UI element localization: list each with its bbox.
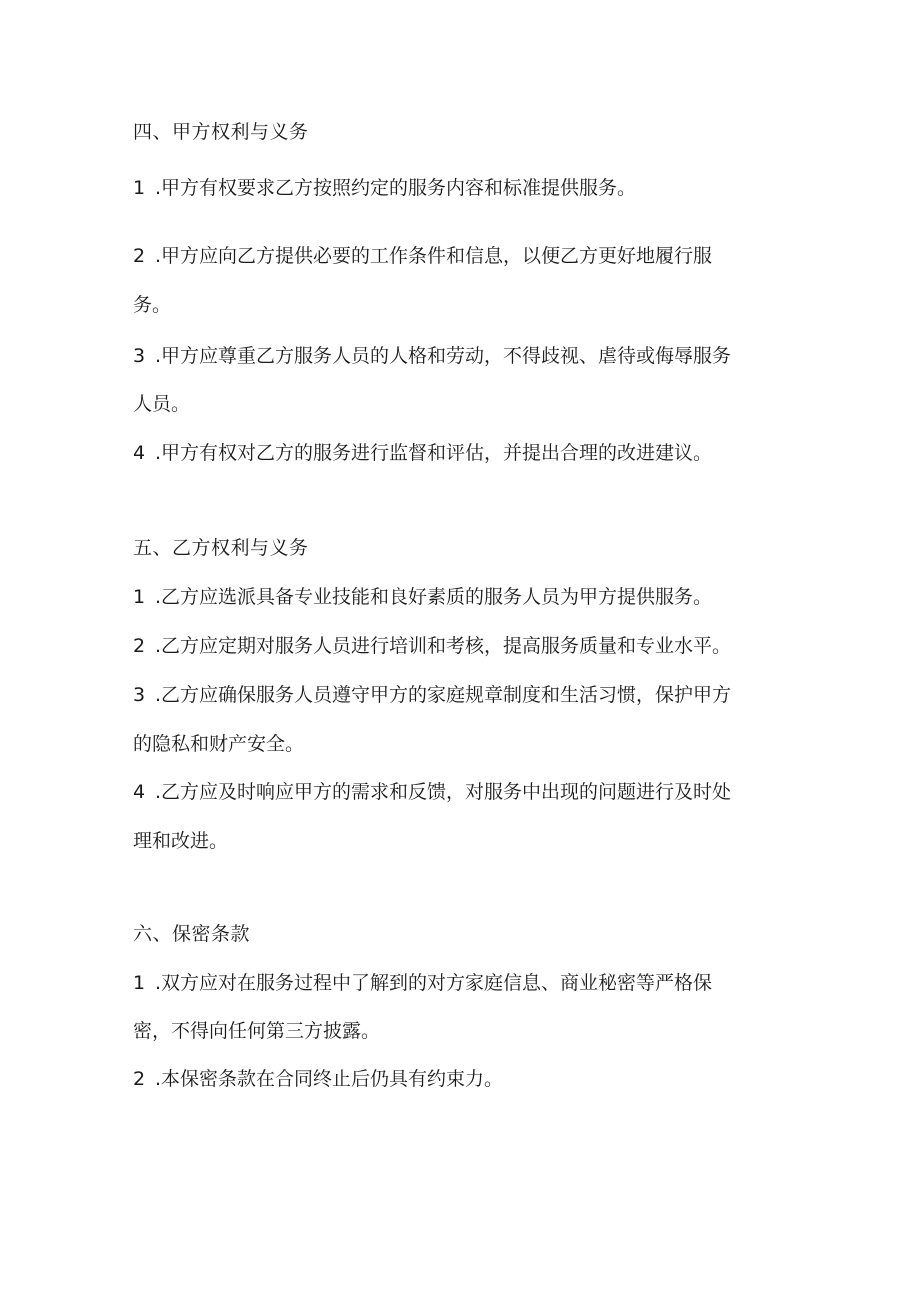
clause-text: .双方应对在服务过程中了解到的对方家庭信息、商业秘密等严格保 bbox=[155, 972, 713, 994]
clause-text: .乙方应定期对服务人员进行培训和考核，提高服务质量和专业水平。 bbox=[155, 635, 732, 657]
clause-number: 2 bbox=[133, 245, 146, 267]
clause-number: 1 bbox=[133, 586, 146, 608]
clause-line bbox=[133, 1066, 503, 1092]
clause-text: .甲方有权对乙方的服务进行监督和评估，并提出合理的改进建议。 bbox=[155, 442, 713, 464]
clause-text: .甲方应向乙方提供必要的工作条件和信息，以便乙方更好地履行服 bbox=[155, 245, 713, 267]
clause-line bbox=[133, 970, 712, 996]
clause-number: 2 bbox=[133, 1068, 146, 1090]
clause-text: .乙方应及时响应甲方的需求和反馈，对服务中出现的问题进行及时处 bbox=[155, 781, 732, 803]
section-heading: 六、保密条款 bbox=[133, 923, 251, 945]
clause-line bbox=[133, 584, 712, 610]
clause-number: 4 bbox=[133, 442, 146, 464]
clause-text-continued: 理和改进。 bbox=[133, 830, 229, 852]
clause-number: 2 bbox=[133, 635, 146, 657]
clause-text-continued: 人员。 bbox=[133, 393, 191, 415]
section-heading: 五、乙方权利与义务 bbox=[133, 537, 309, 559]
clause-text: .乙方应选派具备专业技能和良好素质的服务人员为甲方提供服务。 bbox=[155, 586, 713, 608]
clause-number: 1 bbox=[133, 972, 146, 994]
clause-text: .本保密条款在合同终止后仍具有约束力。 bbox=[155, 1068, 504, 1090]
clause-text-continued: 的隐私和财产安全。 bbox=[133, 733, 305, 755]
clause-text: .甲方有权要求乙方按照约定的服务内容和标准提供服务。 bbox=[155, 177, 637, 199]
clause-line bbox=[133, 779, 731, 805]
section-heading: 四、甲方权利与义务 bbox=[133, 121, 309, 143]
clause-line bbox=[133, 175, 636, 201]
clause-line bbox=[133, 343, 731, 369]
clause-text-continued: 密，不得向任何第三方披露。 bbox=[133, 1020, 381, 1042]
clause-number: 3 bbox=[133, 345, 146, 367]
clause-number: 1 bbox=[133, 177, 146, 199]
clause-number: 3 bbox=[133, 684, 146, 706]
clause-line bbox=[133, 682, 731, 708]
clause-line bbox=[133, 243, 712, 269]
clause-text: .甲方应尊重乙方服务人员的人格和劳动，不得歧视、虐待或侮辱服务 bbox=[155, 345, 732, 367]
clause-text-continued: 务。 bbox=[133, 294, 172, 316]
clause-number: 4 bbox=[133, 781, 146, 803]
clause-line bbox=[133, 633, 731, 659]
clause-line bbox=[133, 440, 712, 466]
clause-text: .乙方应确保服务人员遵守甲方的家庭规章制度和生活习惯，保护甲方 bbox=[155, 684, 732, 706]
